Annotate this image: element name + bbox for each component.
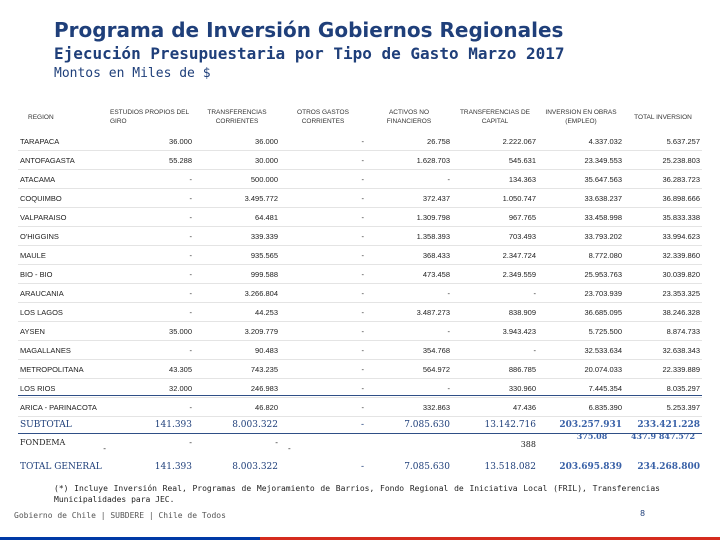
cell-transferencias-capital: -: [452, 341, 538, 360]
total-label: TOTAL GENERAL: [20, 461, 102, 472]
cell-total: 33.994.623: [624, 227, 702, 246]
cell-inversion-obras: 35.647.563: [538, 170, 624, 189]
cell-region: ATACAMA: [18, 170, 108, 189]
subtotal-divider: [18, 395, 702, 396]
cell-inversion-obras: 4.337.032: [538, 132, 624, 151]
col-header-otros-gastos: OTROS GASTOS CORRIENTES: [297, 109, 349, 125]
cell-inversion-obras: 25.953.763: [538, 265, 624, 284]
cell-estudios: -: [108, 341, 194, 360]
fondema-otros-gastos: -: [288, 444, 291, 453]
cell-transferencias-corrientes: 36.000: [194, 132, 280, 151]
cell-otros-gastos: -: [280, 265, 366, 284]
cell-transferencias-corrientes: 743.235: [194, 360, 280, 379]
cell-region: LOS RIOS: [18, 379, 108, 398]
cell-transferencias-corrientes: 46.820: [194, 398, 280, 417]
cell-transferencias-corrientes: 999.588: [194, 265, 280, 284]
cell-transferencias-corrientes: 44.253: [194, 303, 280, 322]
cell-transferencias-capital: 47.436: [452, 398, 538, 417]
table-row: [18, 322, 702, 341]
total-estudios: 141.393: [154, 461, 192, 472]
cell-activos: 3.487.273: [366, 303, 452, 322]
table-row: [18, 398, 702, 417]
cell-region: LOS LAGOS: [18, 303, 108, 322]
footnote: (*) Incluye Inversión Real, Programas de Mejoramiento de Barrios, Fondo Regional de Iniciativa Local (FRIL), Transferencias Municipalidades para JEC.: [54, 484, 660, 504]
cell-transferencias-corrientes: 500.000: [194, 170, 280, 189]
cell-activos: 332.863: [366, 398, 452, 417]
table-row: [18, 284, 702, 303]
col-header-transferencias-capital: TRANSFERENCIAS DE CAPITAL: [459, 109, 531, 125]
cell-transferencias-capital: 2.349.559: [452, 265, 538, 284]
subtotal-inversion-obras: 203.257.931: [559, 419, 622, 430]
cell-region: ARICA - PARINACOTA: [18, 398, 108, 417]
cell-otros-gastos: -: [280, 170, 366, 189]
subtotal-estudios: 141.393: [154, 419, 192, 430]
total-transferencias-capital: 13.518.082: [484, 461, 536, 472]
cell-transferencias-corrientes: 339.339: [194, 227, 280, 246]
cell-estudios: -: [108, 170, 194, 189]
fondema-estudios: -: [189, 438, 192, 447]
fondema-total: 437.9 847.572: [630, 432, 696, 441]
table-row: [18, 132, 702, 151]
fondema-row: [18, 432, 702, 459]
cell-total: 35.833.338: [624, 208, 702, 227]
col-header-transferencias-corrientes: TRANSFERENCIAS CORRIENTES: [207, 109, 267, 125]
fondema-transferencias-corrientes: -: [275, 438, 278, 447]
cell-total: 5.253.397: [624, 398, 702, 417]
cell-estudios: 43.305: [108, 360, 194, 379]
cell-total: 8.874.733: [624, 322, 702, 341]
fondema-dash-a: -: [103, 444, 106, 453]
table-row: [18, 227, 702, 246]
cell-total: 36.283.723: [624, 170, 702, 189]
cell-estudios: -: [108, 227, 194, 246]
budget-table: [18, 102, 702, 474]
cell-otros-gastos: -: [280, 208, 366, 227]
cell-region: TARAPACA: [18, 132, 108, 151]
cell-otros-gastos: -: [280, 303, 366, 322]
cell-total: 22.339.889: [624, 360, 702, 379]
cell-transferencias-capital: 838.909: [452, 303, 538, 322]
cell-inversion-obras: 32.533.634: [538, 341, 624, 360]
cell-inversion-obras: 8.772.080: [538, 246, 624, 265]
cell-otros-gastos: -: [280, 284, 366, 303]
total-inversion-obras: 203.695.839: [559, 461, 622, 472]
cell-otros-gastos: -: [280, 379, 366, 398]
cell-otros-gastos: -: [280, 151, 366, 170]
cell-transferencias-capital: 134.363: [452, 170, 538, 189]
cell-estudios: -: [108, 246, 194, 265]
cell-otros-gastos: -: [280, 322, 366, 341]
cell-inversion-obras: 33.793.202: [538, 227, 624, 246]
subtotal-total: 233.421.228: [637, 419, 700, 430]
total-row: [18, 459, 702, 474]
cell-activos: -: [366, 170, 452, 189]
cell-total: 5.637.257: [624, 132, 702, 151]
cell-region: VALPARAISO: [18, 208, 108, 227]
cell-transferencias-capital: 330.960: [452, 379, 538, 398]
cell-otros-gastos: -: [280, 360, 366, 379]
table-row: [18, 303, 702, 322]
cell-transferencias-capital: 703.493: [452, 227, 538, 246]
cell-activos: 354.768: [366, 341, 452, 360]
cell-activos: 372.437: [366, 189, 452, 208]
subtotal-label: SUBTOTAL: [20, 419, 72, 430]
cell-region: MAULE: [18, 246, 108, 265]
cell-transferencias-capital: 886.785: [452, 360, 538, 379]
cell-region: AYSEN: [18, 322, 108, 341]
cell-inversion-obras: 33.638.237: [538, 189, 624, 208]
cell-transferencias-capital: 967.765: [452, 208, 538, 227]
cell-inversion-obras: 33.458.998: [538, 208, 624, 227]
cell-activos: 26.758: [366, 132, 452, 151]
total-activos: 7.085.630: [404, 461, 450, 472]
page-title: Programa de Inversión Gobiernos Regionales: [54, 18, 564, 42]
cell-inversion-obras: 20.074.033: [538, 360, 624, 379]
cell-region: METROPOLITANA: [18, 360, 108, 379]
fondema-label: [18, 432, 108, 459]
cell-region: COQUIMBO: [18, 189, 108, 208]
cell-activos: 1.358.393: [366, 227, 452, 246]
total-total: 234.268.800: [637, 461, 700, 472]
total-divider: [18, 433, 702, 434]
col-header-activos: ACTIVOS NO FINANCIEROS: [386, 109, 432, 125]
cell-estudios: 35.000: [108, 322, 194, 341]
cell-total: 25.238.803: [624, 151, 702, 170]
cell-region: ANTOFAGASTA: [18, 151, 108, 170]
cell-activos: -: [366, 322, 452, 341]
cell-transferencias-corrientes: 3.266.804: [194, 284, 280, 303]
cell-total: 38.246.328: [624, 303, 702, 322]
fondema-activos: [366, 432, 452, 459]
cell-otros-gastos: -: [280, 189, 366, 208]
cell-estudios: -: [108, 303, 194, 322]
cell-total: 23.353.325: [624, 284, 702, 303]
cell-otros-gastos: -: [280, 341, 366, 360]
cell-transferencias-capital: 1.050.747: [452, 189, 538, 208]
cell-inversion-obras: 23.349.553: [538, 151, 624, 170]
total-otros-gastos: -: [360, 461, 364, 472]
cell-otros-gastos: -: [280, 246, 366, 265]
cell-region: ARAUCANIA: [18, 284, 108, 303]
table-row: [18, 265, 702, 284]
cell-estudios: 55.288: [108, 151, 194, 170]
cell-activos: 1.309.798: [366, 208, 452, 227]
cell-transferencias-capital: 2.222.067: [452, 132, 538, 151]
cell-total: 30.039.820: [624, 265, 702, 284]
table-row: [18, 246, 702, 265]
cell-estudios: -: [108, 265, 194, 284]
cell-transferencias-corrientes: 935.565: [194, 246, 280, 265]
cell-transferencias-capital: 545.631: [452, 151, 538, 170]
cell-estudios: -: [108, 208, 194, 227]
cell-otros-gastos: -: [280, 398, 366, 417]
page-number: 8: [640, 509, 646, 518]
cell-activos: 1.628.703: [366, 151, 452, 170]
subtotal-activos: 7.085.630: [404, 419, 450, 430]
units-label: Montos en Miles de $: [54, 66, 211, 81]
cell-transferencias-corrientes: 64.481: [194, 208, 280, 227]
table-header: [18, 102, 702, 132]
cell-estudios: -: [108, 284, 194, 303]
cell-estudios: 36.000: [108, 132, 194, 151]
table-row: [18, 341, 702, 360]
cell-inversion-obras: 36.685.095: [538, 303, 624, 322]
cell-inversion-obras: 5.725.500: [538, 322, 624, 341]
fondema-transferencias-capital: 388: [520, 440, 536, 449]
footer-text: Gobierno de Chile | SUBDERE | Chile de Todos: [14, 511, 226, 520]
cell-estudios: 32.000: [108, 379, 194, 398]
fondema-label-text: FONDEMA: [20, 438, 66, 447]
cell-region: MAGALLANES: [18, 341, 108, 360]
col-header-estudios: ESTUDIOS PROPIOS DEL GIRO: [110, 109, 189, 125]
cell-activos: 473.458: [366, 265, 452, 284]
table-row: [18, 151, 702, 170]
page-subtitle: Ejecución Presupuestaria por Tipo de Gasto Marzo 2017: [54, 44, 565, 63]
subtotal-otros-gastos: -: [360, 419, 364, 430]
cell-total: 36.898.666: [624, 189, 702, 208]
cell-estudios: -: [108, 189, 194, 208]
total-transferencias-corrientes: 8.003.322: [232, 461, 278, 472]
cell-region: BIO - BIO: [18, 265, 108, 284]
cell-activos: -: [366, 284, 452, 303]
cell-inversion-obras: 7.445.354: [538, 379, 624, 398]
cell-transferencias-capital: 3.943.423: [452, 322, 538, 341]
col-header-region: REGION: [28, 113, 54, 121]
cell-otros-gastos: -: [280, 227, 366, 246]
col-header-inversion-obras: INVERSION EN OBRAS (EMPLEO): [545, 109, 617, 125]
cell-transferencias-capital: -: [452, 284, 538, 303]
cell-activos: 368.433: [366, 246, 452, 265]
table-row: [18, 189, 702, 208]
table-row: [18, 170, 702, 189]
table-row: [18, 360, 702, 379]
cell-activos: -: [366, 379, 452, 398]
table-row: [18, 208, 702, 227]
fondema-inversion-obras: 375.08: [576, 432, 608, 441]
cell-total: 8.035.297: [624, 379, 702, 398]
subtotal-row: [18, 417, 702, 433]
cell-transferencias-corrientes: 3.209.779: [194, 322, 280, 341]
cell-transferencias-corrientes: 246.983: [194, 379, 280, 398]
cell-transferencias-corrientes: 90.483: [194, 341, 280, 360]
cell-transferencias-corrientes: 3.495.772: [194, 189, 280, 208]
subtotal-transferencias-capital: 13.142.716: [484, 419, 536, 430]
cell-transferencias-corrientes: 30.000: [194, 151, 280, 170]
cell-transferencias-capital: 2.347.724: [452, 246, 538, 265]
table-body: [18, 132, 702, 417]
cell-inversion-obras: 6.835.390: [538, 398, 624, 417]
cell-activos: 564.972: [366, 360, 452, 379]
cell-estudios: -: [108, 398, 194, 417]
cell-otros-gastos: -: [280, 132, 366, 151]
cell-total: 32.339.860: [624, 246, 702, 265]
col-header-total: TOTAL INVERSION: [634, 113, 692, 121]
cell-region: O'HIGGINS: [18, 227, 108, 246]
cell-inversion-obras: 23.703.939: [538, 284, 624, 303]
subtotal-transferencias-corrientes: 8.003.322: [232, 419, 278, 430]
cell-total: 32.638.343: [624, 341, 702, 360]
